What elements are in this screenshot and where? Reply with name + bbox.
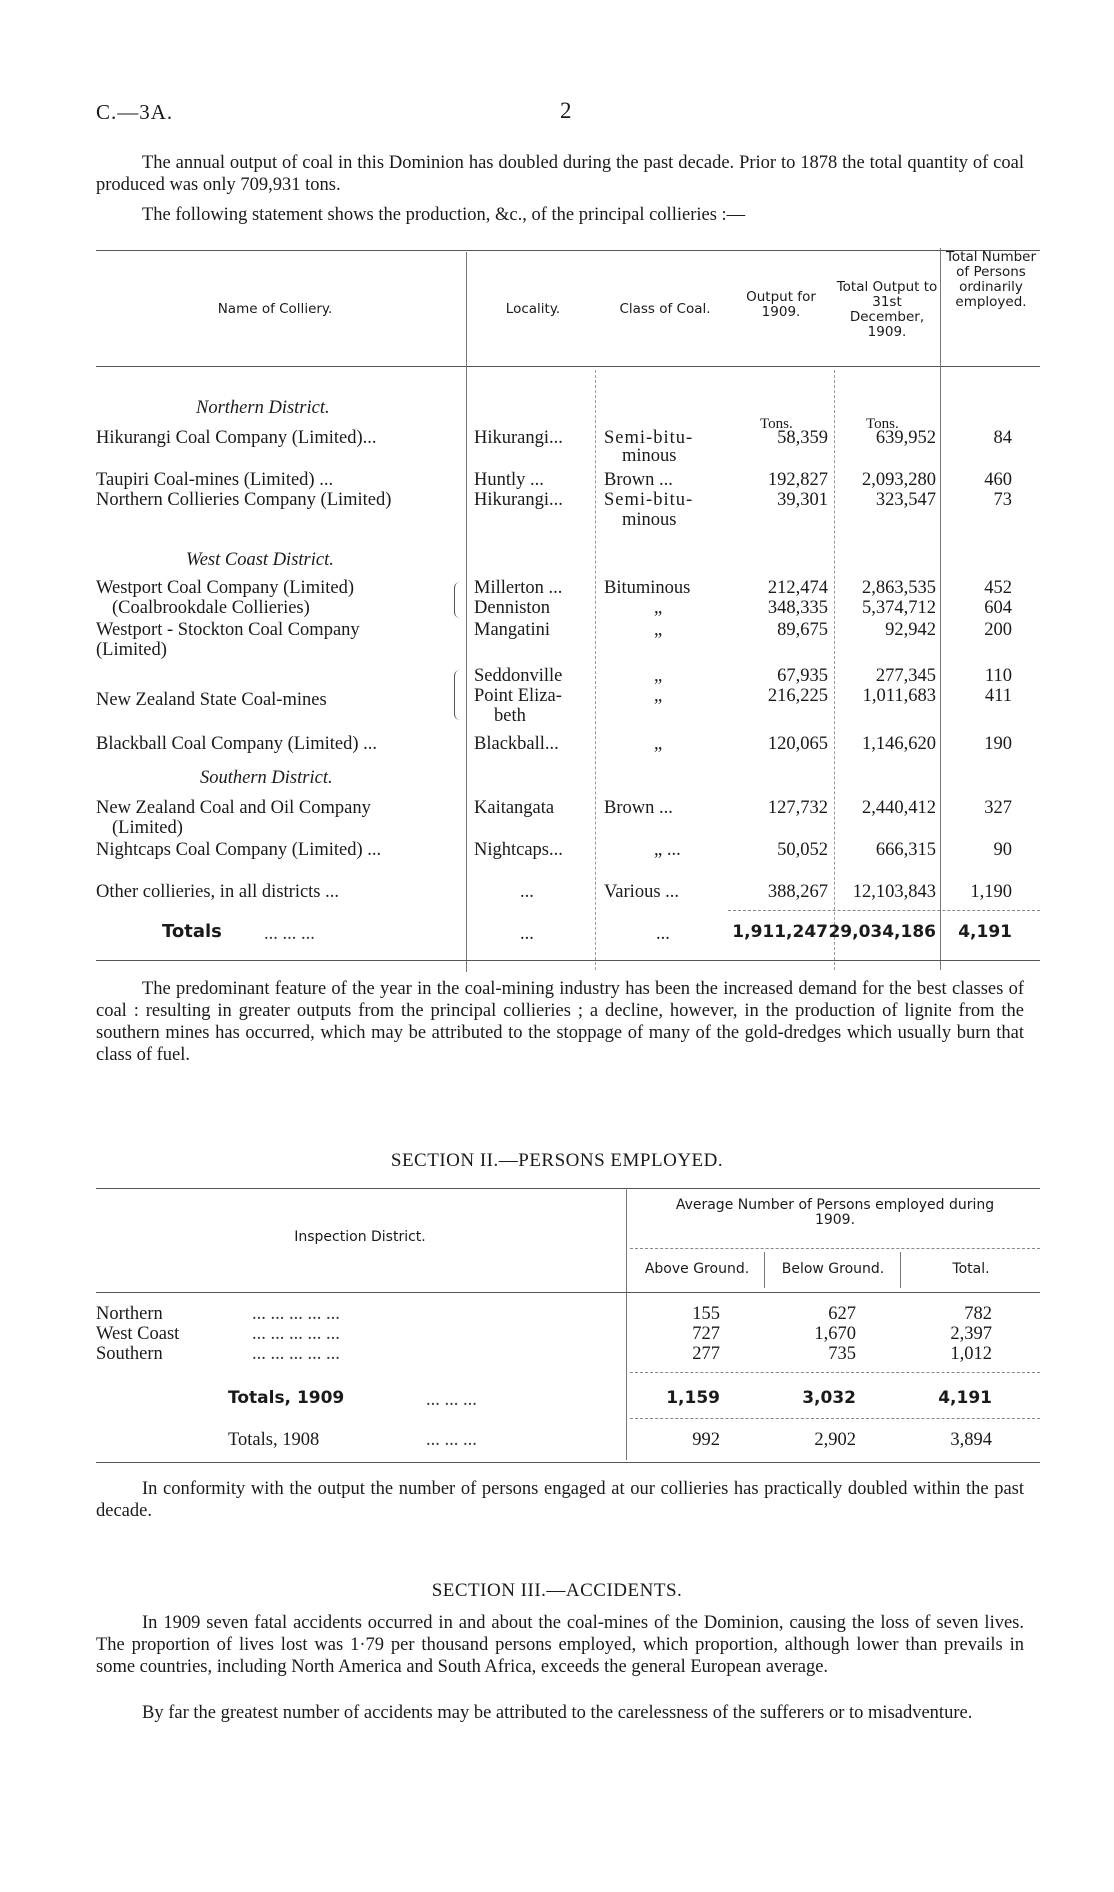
colliery-locality-cont: beth bbox=[494, 706, 526, 726]
output-1909: 50,052 bbox=[777, 840, 828, 860]
colliery-locality: Blackball... bbox=[474, 734, 559, 754]
colliery-name-cont: (Limited) bbox=[96, 640, 167, 660]
total-persons: 2,397 bbox=[950, 1324, 992, 1344]
persons-employed: 411 bbox=[984, 686, 1012, 706]
header-below-ground: Below Ground. bbox=[781, 1261, 885, 1277]
output-1909: 120,065 bbox=[767, 734, 828, 754]
district-northern: Northern District. bbox=[196, 398, 330, 418]
column-divider bbox=[595, 370, 596, 970]
header-above-ground: Above Ground. bbox=[644, 1261, 750, 1277]
header-inspection-district: Inspection District. bbox=[294, 1229, 426, 1245]
column-divider bbox=[940, 248, 941, 970]
coal-class-cont: minous bbox=[622, 446, 677, 466]
above-ground: 155 bbox=[692, 1304, 720, 1324]
above-ground: 277 bbox=[692, 1344, 720, 1364]
colliery-locality: ... bbox=[520, 882, 534, 902]
colliery-locality: Kaitangata bbox=[474, 798, 555, 818]
colliery-locality: Hikurangi... bbox=[474, 490, 563, 510]
totals-locality: ... bbox=[520, 924, 534, 944]
totals-1908-below: 2,902 bbox=[814, 1430, 856, 1450]
totals-1909-below: 3,032 bbox=[802, 1388, 856, 1408]
below-ground: 627 bbox=[828, 1304, 856, 1324]
coal-class: „ bbox=[654, 598, 663, 618]
output-1909: 192,827 bbox=[767, 470, 828, 490]
colliery-locality: Seddonville bbox=[474, 666, 563, 686]
totals-1908-label: Totals, 1908 bbox=[228, 1430, 320, 1450]
persons-employed: 190 bbox=[984, 734, 1012, 754]
output-1909: 348,335 bbox=[767, 598, 828, 618]
column-divider bbox=[764, 1252, 765, 1288]
totals-1909-total: 4,191 bbox=[938, 1388, 992, 1408]
total-output: 1,011,683 bbox=[862, 686, 936, 706]
section-2-title: SECTION II.—PERSONS EMPLOYED. bbox=[390, 1150, 724, 1171]
total-output: 2,440,412 bbox=[862, 798, 936, 818]
district-name: West Coast bbox=[96, 1324, 180, 1344]
district-southern: Southern District. bbox=[200, 768, 333, 788]
colliery-locality: Hikurangi... bbox=[474, 428, 563, 448]
coal-class: Bituminous bbox=[604, 578, 691, 598]
section-3-title: SECTION III.—ACCIDENTS. bbox=[431, 1580, 683, 1601]
coal-class: Semi-bitu- bbox=[604, 428, 694, 448]
intro-paragraph: The annual output of coal in this Dominion has doubled during the past decade. Prior to 1878 the total quantity of coal produced was only 709,931 tons. bbox=[96, 153, 1024, 195]
coal-class: Brown ... bbox=[604, 470, 673, 490]
total-persons: 1,012 bbox=[950, 1344, 992, 1364]
total-output: 2,093,280 bbox=[862, 470, 936, 490]
table-top-rule bbox=[96, 1188, 1040, 1189]
colliery-locality: Huntly ... bbox=[474, 470, 544, 490]
leader-dots: ... ... ... ... ... bbox=[252, 1344, 340, 1364]
total-output: 1,146,620 bbox=[862, 734, 936, 754]
district-west-coast: West Coast District. bbox=[186, 550, 334, 570]
district-name: Southern bbox=[96, 1344, 163, 1364]
totals-output-1909: 1,911,247 bbox=[732, 922, 828, 942]
column-divider bbox=[466, 252, 467, 972]
colliery-name: Nightcaps Coal Company (Limited) ... bbox=[96, 840, 382, 860]
table-bottom-rule bbox=[96, 960, 1040, 961]
persons-employed: 200 bbox=[984, 620, 1012, 640]
accidents-paragraph: In 1909 seven fatal accidents occurred in and about the coal-mines of the Dominion, causing the loss of seven lives. The proportion of lives lost was 1·79 per thousand persons employed, which proportion, although lower than prevails in some countries, including North America and South Africa, exceeds the general European average. bbox=[96, 1613, 1024, 1677]
colliery-name: New Zealand State Coal-mines bbox=[96, 690, 327, 710]
colliery-name-cont: (Limited) bbox=[112, 818, 183, 838]
output-1909: 127,732 bbox=[767, 798, 828, 818]
totals-total-output: 29,034,186 bbox=[828, 922, 936, 942]
colliery-locality: Mangatini bbox=[474, 620, 551, 640]
column-divider bbox=[900, 1252, 901, 1288]
header-output-1909: Output for 1909. bbox=[746, 289, 816, 320]
output-1909: 216,225 bbox=[767, 686, 828, 706]
colliery-locality: Millerton ... bbox=[474, 578, 563, 598]
misadventure-paragraph: By far the greatest number of accidents may be attributed to the carelessness of the sufferers or to misadventure. bbox=[142, 1703, 973, 1723]
colliery-name: Taupiri Coal-mines (Limited) ... bbox=[96, 470, 334, 490]
unit-total-output: Tons. bbox=[866, 416, 899, 432]
column-divider bbox=[626, 1188, 627, 1460]
colliery-name: Other collieries, in all districts ... bbox=[96, 882, 340, 902]
total-output: 323,547 bbox=[875, 490, 936, 510]
colliery-name: (Coalbrookdale Collieries) bbox=[112, 598, 310, 618]
persons-employed: 110 bbox=[984, 666, 1012, 686]
total-output: 277,345 bbox=[875, 666, 936, 686]
table-header-rule bbox=[96, 1292, 1040, 1293]
coal-class: „ bbox=[654, 686, 663, 706]
totals-1908-above: 992 bbox=[692, 1430, 720, 1450]
totals-1909-label: Totals, 1909 bbox=[228, 1388, 345, 1408]
colliery-name: Blackball Coal Company (Limited) ... bbox=[96, 734, 378, 754]
coal-class: Brown ... bbox=[604, 798, 673, 818]
persons-employed: 604 bbox=[984, 598, 1012, 618]
totals-rule bbox=[630, 1418, 1040, 1419]
persons-employed: 327 bbox=[984, 798, 1012, 818]
document-reference: C.—3A. bbox=[96, 100, 174, 124]
output-1909: 89,675 bbox=[777, 620, 828, 640]
coal-mining-paragraph: The predominant feature of the year in the coal-mining industry has been the increased demand for the best classes of coal : resulting in greater outputs from the principal collieries ; a decline, however, in the production of lignite from the southern mines has occurred, which may be attributed to the stoppage of many of the gold-dredges which usually burn that class of fuel. bbox=[96, 979, 1024, 1065]
coal-class: Various ... bbox=[604, 882, 680, 902]
persons-employed: 460 bbox=[984, 470, 1012, 490]
output-1909: 58,359 bbox=[777, 428, 828, 448]
output-1909: 67,935 bbox=[777, 666, 828, 686]
leader-dots: ... ... ... bbox=[426, 1390, 477, 1410]
header-locality: Locality. bbox=[505, 301, 561, 317]
totals-leader-dots: ... ... ... bbox=[264, 924, 315, 944]
below-ground: 735 bbox=[828, 1344, 856, 1364]
colliery-name: Westport Coal Company (Limited) bbox=[96, 578, 354, 598]
colliery-name: New Zealand Coal and Oil Company bbox=[96, 798, 371, 818]
total-output: 639,952 bbox=[875, 428, 936, 448]
totals-1909-above: 1,159 bbox=[666, 1388, 720, 1408]
leader-dots: ... ... ... ... ... bbox=[252, 1304, 340, 1324]
total-output: 12,103,843 bbox=[852, 882, 936, 902]
district-name: Northern bbox=[96, 1304, 163, 1324]
persons-employed: 84 bbox=[993, 428, 1012, 448]
header-colliery-name: Name of Colliery. bbox=[217, 301, 333, 317]
total-output: 92,942 bbox=[885, 620, 936, 640]
colliery-name: Westport - Stockton Coal Company bbox=[96, 620, 360, 640]
persons-employed: 1,190 bbox=[970, 882, 1012, 902]
page-number: 2 bbox=[560, 98, 572, 123]
above-ground: 727 bbox=[692, 1324, 720, 1344]
totals-label: Totals bbox=[162, 921, 222, 942]
coal-class: Semi-bitu- bbox=[604, 490, 694, 510]
below-ground: 1,670 bbox=[814, 1324, 856, 1344]
colliery-name: Northern Collieries Company (Limited) bbox=[96, 490, 392, 510]
total-persons: 782 bbox=[964, 1304, 992, 1324]
output-1909: 212,474 bbox=[767, 578, 828, 598]
coal-class: „ bbox=[654, 734, 663, 754]
colliery-locality: Point Eliza- bbox=[474, 686, 562, 706]
total-output: 2,863,535 bbox=[862, 578, 936, 598]
intro-statement: The following statement shows the production, &c., of the principal collieries :— bbox=[142, 205, 746, 225]
unit-output: Tons. bbox=[760, 416, 793, 432]
total-output: 666,315 bbox=[875, 840, 936, 860]
coal-class: „ bbox=[654, 620, 663, 640]
totals-rule bbox=[728, 910, 1040, 911]
row-brace bbox=[454, 582, 461, 618]
conformity-paragraph: In conformity with the output the number of persons engaged at our collieries has practically doubled within the past decade. bbox=[96, 1479, 1024, 1521]
colliery-locality: Denniston bbox=[474, 598, 551, 618]
colliery-name: Hikurangi Coal Company (Limited)... bbox=[96, 428, 377, 448]
total-output: 5,374,712 bbox=[862, 598, 936, 618]
column-divider bbox=[834, 370, 835, 970]
table-bottom-rule bbox=[96, 1462, 1040, 1463]
persons-employed: 90 bbox=[993, 840, 1012, 860]
colliery-locality: Nightcaps... bbox=[474, 840, 563, 860]
persons-employed: 452 bbox=[984, 578, 1012, 598]
totals-persons: 4,191 bbox=[958, 922, 1012, 942]
header-class-of-coal: Class of Coal. bbox=[619, 301, 711, 317]
totals-rule bbox=[630, 1372, 1040, 1373]
table-top-rule bbox=[96, 250, 1040, 251]
output-1909: 388,267 bbox=[767, 882, 828, 902]
leader-dots: ... ... ... ... ... bbox=[252, 1324, 340, 1344]
coal-class: „ ... bbox=[654, 840, 681, 860]
coal-class-cont: minous bbox=[622, 510, 677, 530]
header-total-output: Total Output to 31st December, 1909. bbox=[836, 279, 938, 340]
leader-dots: ... ... ... bbox=[426, 1430, 477, 1450]
header-persons-employed: Total Number of Persons ordinarily employed. bbox=[945, 249, 1037, 310]
coal-class: „ bbox=[654, 666, 663, 686]
group-header-rule bbox=[630, 1248, 1040, 1249]
totals-1908-total: 3,894 bbox=[950, 1430, 992, 1450]
table-header-rule bbox=[96, 366, 1040, 367]
row-brace bbox=[454, 670, 461, 720]
persons-employed: 73 bbox=[993, 490, 1012, 510]
header-average-persons: Average Number of Persons employed during 1909. bbox=[675, 1197, 995, 1228]
header-total: Total. bbox=[952, 1261, 990, 1277]
totals-class: ... bbox=[656, 924, 670, 944]
output-1909: 39,301 bbox=[777, 490, 828, 510]
